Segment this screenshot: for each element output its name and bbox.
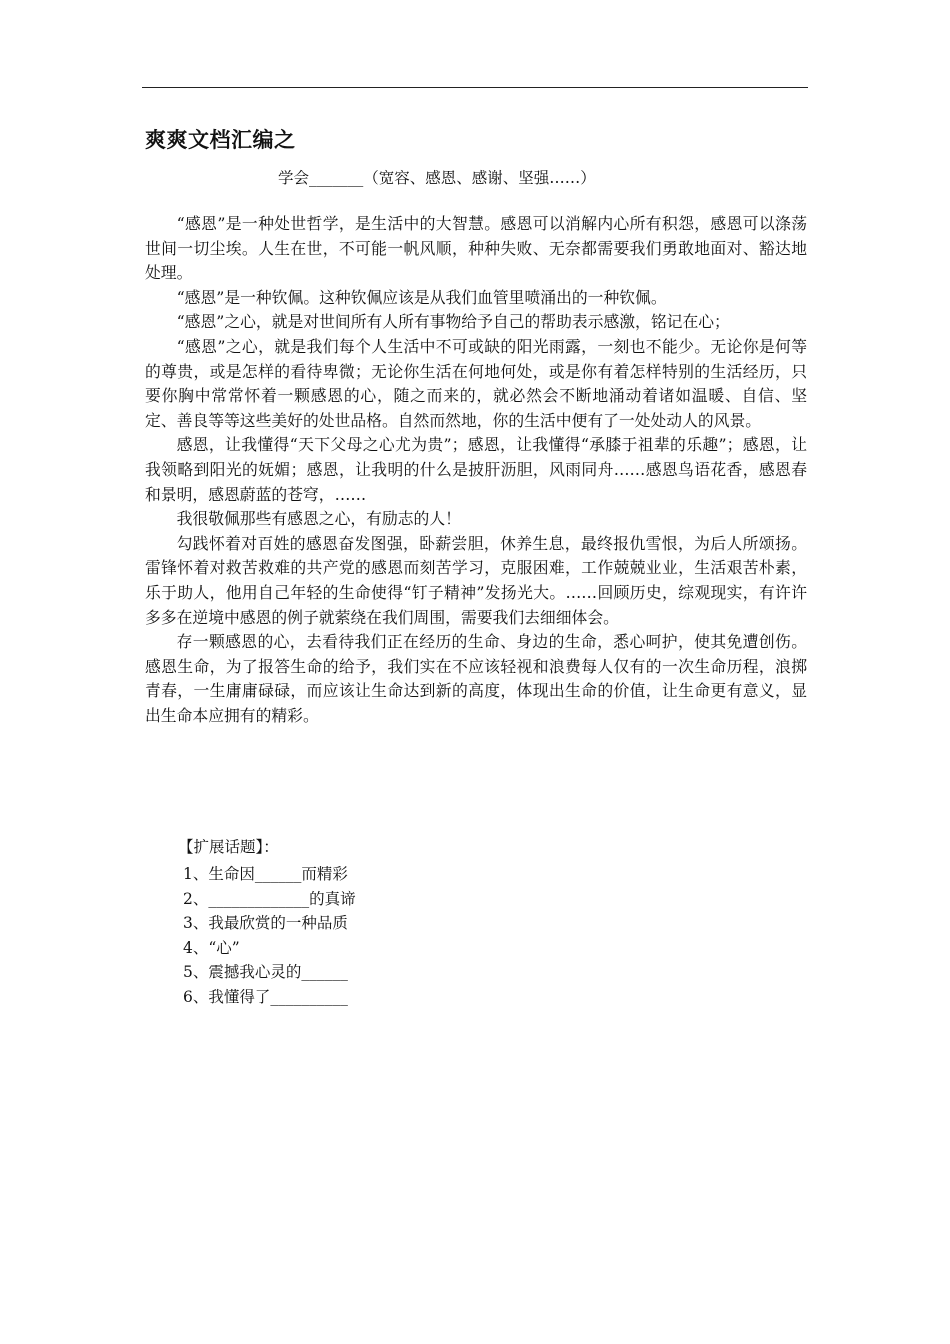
document-title: 爽爽文档汇编之 (145, 128, 296, 152)
paragraph: “感恩”之心，就是对世间所有人所有事物给予自己的帮助表示感激，铭记在心； (176, 312, 730, 332)
topics-list (183, 862, 356, 1009)
paragraph: 感恩，让我懂得“天下父母之心尤为贵”；感恩，让我懂得“承膝于祖辈的乐趣”；感恩，让我领略到阳光的妩媚；感恩，让我明的什么是披肝沥胆，风雨同舟……感恩鸟语花香，感恩春和景明，感恩蔚蓝的苍穹，…… (145, 435, 807, 504)
topic-item: 6、我懂得了__________ (183, 987, 348, 1006)
paragraph: “感恩”之心，就是我们每个人生活中不可或缺的阳光雨露，一刻也不能少。无论你是何等的尊贵，或是怎样的看待卑微；无论你生活在何地何处，或是你有着怎样特别的生活经历，只要你胸中常常怀着一颗感恩的心，随之而来的，就必然会不断地涌动着诸如温暖、自信、坚定、善良等等这些美好的处世品格。自然而然地，你的生活中便有了一处处动人的风景。 (145, 336, 807, 430)
topic-item: 5、震撼我心灵的______ (183, 963, 348, 981)
topic-item: 3、我最欣赏的一种品质 (183, 914, 348, 932)
body-text (145, 212, 807, 728)
topic-item: 4、“心” (183, 938, 240, 957)
paragraph: “感恩”是一种处世哲学，是生活中的大智慧。感恩可以消解内心所有积怨，感恩可以涤荡世间一切尘埃。人生在世，不可能一帆风顺，种种失败、无奈都需要我们勇敢地面对、豁达地处理。 (145, 214, 807, 283)
paragraph: “感恩”是一种钦佩。这种钦佩应该是从我们血管里喷涌出的一种钦佩。 (176, 287, 667, 307)
topic-item: 2、_____________的真谛 (183, 889, 356, 908)
paragraph: 勾践怀着对百姓的感恩奋发图强，卧薪尝胆，休养生息，最终报仇雪恨，为后人所颂扬。雷锋怀着对救苦救难的共产党的感恩而刻苦学习，克服困难，工作兢兢业业，生活艰苦朴素，乐于助人，他用自己年轻的生命使得“钉子精神”发扬光大。……回顾历史，综观现实，有许许多多在逆境中感恩的例子就萦绕在我们周围，需要我们去细细体会。 (145, 533, 807, 627)
topic-item: 1、生命因______而精彩 (183, 865, 348, 883)
paragraph: 我很敬佩那些有感恩之心，有励志的人！ (176, 509, 461, 529)
header-rule (142, 87, 808, 88)
topics-heading: 【扩展话题】： (178, 838, 279, 856)
paragraph: 存一颗感恩的心，去看待我们正在经历的生命、身边的生命，悉心呵护，使其免遭创伤。感恩生命，为了报答生命的给予，我们实在不应该轻视和浪费每人仅有的一次生命历程，浪掷青春，一生庸庸碌碌，而应该让生命达到新的高度，体现出生命的价值，让生命更有意义，显出生命本应拥有的精彩。 (145, 632, 807, 725)
document-subtitle: 学会_______（宽容、感恩、感谢、坚强……） (278, 169, 596, 187)
